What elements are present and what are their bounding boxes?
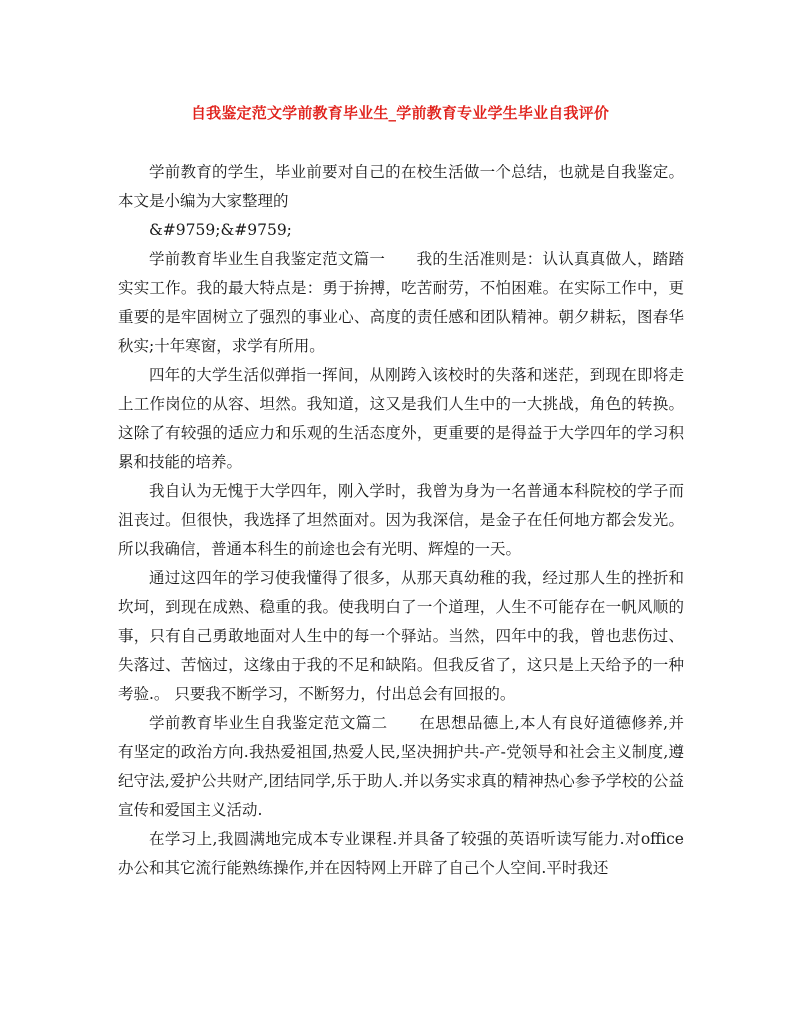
paragraph-university-life: 四年的大学生活似弹指一挥间，从刚跨入该校时的失落和迷茫，到现在即将走上工作岗位的从容、坦然。我知道，这又是我们人生中的一大挑战，角色的转换。这除了有较强的适应力和乐观的生活态度外，更重要的是得益于大学四年的学习积累和技能的培养。 <box>118 366 684 471</box>
paragraph-four-years: 通过这四年的学习使我懂得了很多，从那天真幼稚的我，经过那人生的挫折和坎坷，到现在成熟、稳重的我。使我明白了一个道理，人生不可能存在一帆风顺的事，只有自己勇敢地面对人生中的每一个驿站。当然，四年中的我，曾也悲伤过、失落过、苦恼过，这缘由于我的不足和缺陷。但我反省了，这只是上天给予的一种考验.。 只要我不断学习，不断努力，付出总会有回报的。 <box>118 569 684 703</box>
paragraph-sample-two: 学前教育毕业生自我鉴定范文篇二 在思想品德上,本人有良好道德修养,并有坚定的政治方向.我热爱祖国,热爱人民,坚决拥护共-产-党领导和社会主义制度,遵纪守法,爱护公共财产,团结同学,乐于助人.并以务实求真的精神热心参予学校的公益宣传和爱国主义活动. <box>118 714 684 819</box>
document-body <box>118 158 684 883</box>
paragraph-sample-one: 学前教育毕业生自我鉴定范文篇一 我的生活准则是：认认真真做人，踏踏实实工作。我的最大特点是：勇于拚搏，吃苦耐劳，不怕困难。在实际工作中，更重要的是牢固树立了强烈的事业心、高度的责任感和团队精神。朝夕耕耘，图春华秋实;十年寒窗，求学有所用。 <box>118 250 684 355</box>
paragraph-study: 在学习上,我圆满地完成本专业课程.并具备了较强的英语听读写能力.对office办公和其它流行能熟练操作,并在因特网上开辟了自己个人空间.平时我还 <box>118 830 684 877</box>
paragraph-entity-text: &#9759;&#9759; <box>149 221 292 239</box>
paragraph-intro: 学前教育的学生，毕业前要对自己的在校生活做一个总结，也就是自我鉴定。本文是小编为大家整理的 <box>118 163 684 210</box>
paragraph-self-assessment: 我自认为无愧于大学四年，刚入学时，我曾为身为一名普通本科院校的学子而沮丧过。但很快，我选择了坦然面对。因为我深信，是金子在任何地方都会发光。所以我确信，普通本科生的前途也会有光明、辉煌的一天。 <box>118 482 684 558</box>
document-title: 自我鉴定范文学前教育毕业生_学前教育专业学生毕业自我评价 <box>190 104 610 122</box>
